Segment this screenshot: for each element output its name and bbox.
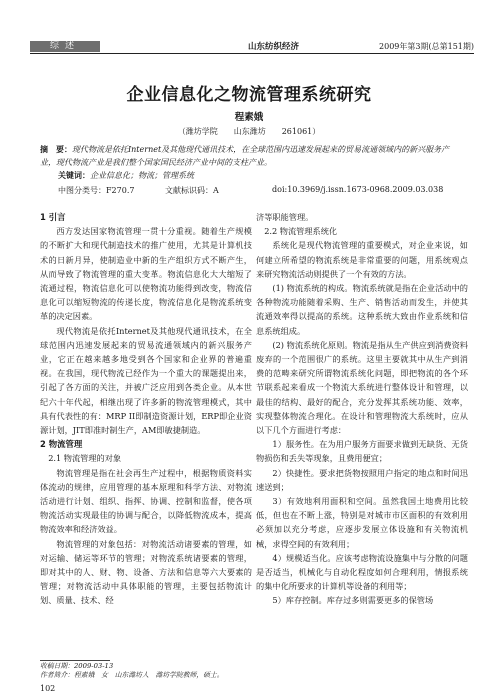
issue-info: 2009年第3期(总第151期)	[379, 42, 474, 51]
footnote-author-bio: 作者简介：程素娥 女 山东潍坊人 潍坊学院教师，硕士。	[40, 671, 224, 679]
paragraph: 物流管理是指在社会再生产过程中，根据物质资料实体流动的规律，应用管理的基本原理和科学方法、对物流活动进行计划、组织、指挥、协调、控制和监督，使各项物流活动实现最佳的协调与配合，以降低物流成本，提高物流效率和经济效益。	[40, 467, 252, 535]
footnote-rule	[40, 660, 110, 661]
clc-number: 中图分类号：F270.7	[58, 186, 135, 195]
abstract	[40, 143, 464, 169]
paragraph: (2) 物流系统化原则。物流是指从生产供应到消费资料废弃的一个范围很广的系统。这里主要就其中从生产到消费的范畴来研究所谓物流系统化问题，即把物流的各个环节联系起来看成一个物流大系统进行整体设计和管理，以最佳的结构、最好的配合，充分发挥其系统功能、效率，实现整体物流合理化。在设计和管理物流大系统时，应从以下几个方面进行考虑：	[256, 339, 468, 436]
page-number: 102	[40, 684, 56, 693]
section-heading: 1 引言	[40, 212, 66, 222]
header-rule	[30, 53, 474, 54]
keywords-text: 企业信息化；物流；管理系统	[90, 171, 194, 180]
right-column	[256, 210, 468, 608]
footnote-received: 收稿日期：2009-03-13	[40, 662, 114, 670]
subsection-heading: 2.1 物流管理的对象	[48, 453, 122, 464]
article-author: 程素娥	[234, 112, 264, 123]
doi: doi:10.3969/j.issn.1673-0968.2009.03.038	[272, 185, 444, 194]
keywords	[58, 170, 194, 181]
paragraph: 3）有效地利用面积和空间。虽然我国土地费用比较低，但也在不断上涨，特别是对城市市区面积的有效利用必须加以充分考虑，应逐步发展立体设施和有关物流机械，求得空间的有效利用；	[256, 496, 468, 549]
paragraph: 2）快捷性。要求把货物按照用户指定的地点和时间迅速送到；	[256, 467, 468, 492]
keywords-label: 关键词：	[58, 170, 90, 180]
paragraph: (1) 物流系统的构成。物流系统就是指在企业活动中的各种物流功能随着采购、生产、销售活动而发生，并使其流通效率得以提高的系统。这种系统大致由作业系统和信息系统组成。	[256, 283, 468, 336]
section-heading: 2 物流管理	[40, 439, 83, 450]
subsection-heading: 2.2 物流管理系统化	[264, 226, 338, 237]
document-code: 文献标识码：A	[165, 186, 219, 195]
article-title: 企业信息化之物流管理系统研究	[126, 85, 372, 105]
paragraph: 5）库存控制。库存过多则需要更多的保管场	[272, 595, 434, 606]
paragraph: 1）服务性。在为用户服务方面要求做到无缺货、无货物损伤和丢失等现象，且费用便宜；	[256, 439, 468, 464]
paragraph: 物流管理的对象包括：对物流活动诸要素的管理，如对运输、储运等环节的管理；对物流系统诸要素的管理，即对其中的人、财、物、设备、方法和信息等六大要素的管理；对物流活动中具体职能的管理，主要包括物流计划、质量、技术、经	[40, 538, 252, 606]
paragraph: 西方发达国家物流管理一贯十分重视。随着生产规模的不断扩大和现代制造技术的推广使用，尤其是计算机技术的日新月异，使制造业中新的生产组织方式不断产生，从而导致了物流管理的重大变革。物流信息化大大缩短了流通过程，物流信息化可以使物流功能得到改变，物流信息化可以缩短物流的传递长度，物流信息化是物流系统变革的决定因素。	[40, 226, 252, 322]
journal-name: 山东纺织经济	[248, 42, 300, 52]
left-column	[40, 210, 252, 608]
running-header	[30, 41, 474, 52]
paragraph: 系统化是现代物流管理的重要模式，对企业来说，如何建立所希望的物流系统是非常重要的问题，用系统观点来研究物流活动则提供了一个有效的方法。	[256, 240, 468, 279]
abstract-label: 摘 要：	[40, 144, 72, 154]
section-tab: 综述	[30, 41, 100, 52]
abstract-text: 现代物流是依托Internet及其他现代通讯技术，在全球范围内迅速发展起来的贸易流通领域内的新兴服务产业，现代物流产业是我们整个国家国民经济产业中间的支柱产业。	[40, 145, 450, 167]
paragraph: 现代物流是依托Internet及其他现代通讯技术，在全球范围内迅速发展起来的贸易流通领域内的新兴服务产业，它正在越来越多地受到各个国家和企业界的普遍重视。在我国，现代物流已经作为一个重大的课题提出来，引起了各方面的关注，并被广泛应用到各类企业。从本世纪六十年代起，相继出现了许多新的物流管理模式，其中具有代表性的有：MRP II即制造资源计划，ERP即企业资源计划，JIT即准时制生产，AM即敏捷制造。	[40, 325, 252, 436]
paragraph: 济等职能管理。	[256, 212, 314, 222]
author-affiliation: （潍坊学院 山东潍坊 261061）	[177, 127, 321, 136]
paragraph: 4）规模适当化。应该考虑物流设施集中与分散的问题是否适当，机械化与自动化程度如何合理利用，情报系统的集中化所要求的计算机等设备的利用等；	[256, 552, 468, 592]
